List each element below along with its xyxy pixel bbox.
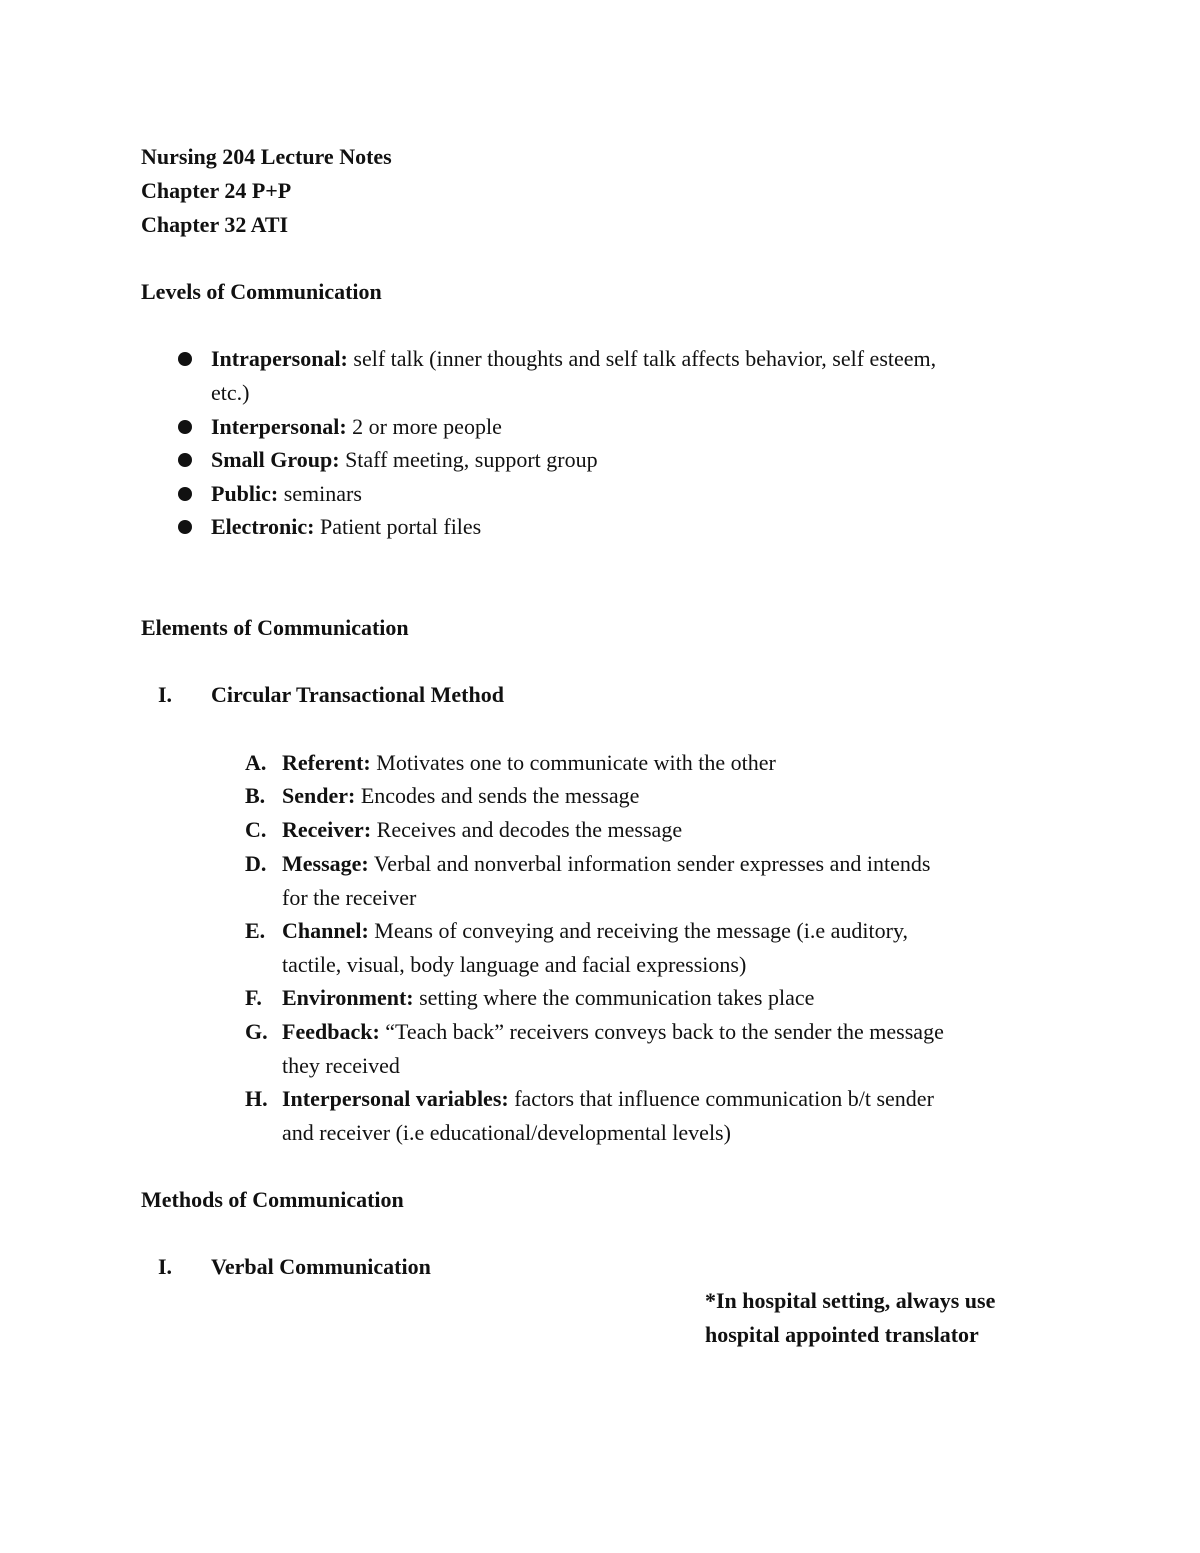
bullet-icon (178, 420, 192, 434)
list-item-continued: for the receiver (282, 885, 417, 910)
side-note: *In hospital setting, always use (705, 1288, 996, 1313)
chapter-ati: Chapter 32 ATI (141, 212, 289, 237)
item-letter: A. (245, 750, 267, 775)
item-letter: F. (245, 985, 262, 1010)
list-item-continued: etc.) (211, 380, 250, 405)
list-item: Referent: Motivates one to communicate with the other (282, 750, 776, 775)
section-numeral: I. (158, 682, 173, 707)
item-letter: E. (245, 918, 266, 943)
list-item: Message: Verbal and nonverbal information sender expresses and intends (282, 851, 931, 876)
bullet-icon (178, 487, 192, 501)
list-item: Electronic: Patient portal files (211, 514, 482, 539)
bullet-icon (178, 453, 192, 467)
section-title: Circular Transactional Method (211, 682, 504, 707)
list-item: Sender: Encodes and sends the message (282, 783, 640, 808)
bullet-icon (178, 352, 192, 366)
list-item: Interpersonal variables: factors that influence communication b/t sender (282, 1086, 934, 1111)
item-letter: D. (245, 851, 267, 876)
methods-heading: Methods of Communication (141, 1187, 404, 1212)
section-title: Verbal Communication (211, 1254, 431, 1279)
list-item: Interpersonal: 2 or more people (211, 414, 502, 439)
list-item: Receiver: Receives and decodes the message (282, 817, 683, 842)
chapter-pp: Chapter 24 P+P (141, 178, 292, 203)
section-numeral: I. (158, 1254, 173, 1279)
list-item: Intrapersonal: self talk (inner thoughts and self talk affects behavior, self esteem, (211, 346, 937, 371)
levels-heading: Levels of Communication (141, 279, 382, 304)
item-letter: C. (245, 817, 267, 842)
list-item-continued: tactile, visual, body language and facial expressions) (282, 952, 747, 977)
side-note-continued: hospital appointed translator (705, 1322, 979, 1347)
list-item-continued: and receiver (i.e educational/developmental levels) (282, 1120, 731, 1145)
document-title: Nursing 204 Lecture Notes (141, 144, 392, 169)
list-item: Feedback: “Teach back” receivers conveys back to the sender the message (282, 1019, 944, 1044)
list-item: Environment: setting where the communication takes place (282, 985, 815, 1010)
list-item-continued: they received (282, 1053, 400, 1078)
item-letter: G. (245, 1019, 268, 1044)
list-item: Channel: Means of conveying and receiving the message (i.e auditory, (282, 918, 909, 943)
item-letter: B. (245, 783, 266, 808)
bullet-icon (178, 520, 192, 534)
elements-heading: Elements of Communication (141, 615, 409, 640)
list-item: Public: seminars (211, 481, 362, 506)
list-item: Small Group: Staff meeting, support group (211, 447, 598, 472)
item-letter: H. (245, 1086, 268, 1111)
